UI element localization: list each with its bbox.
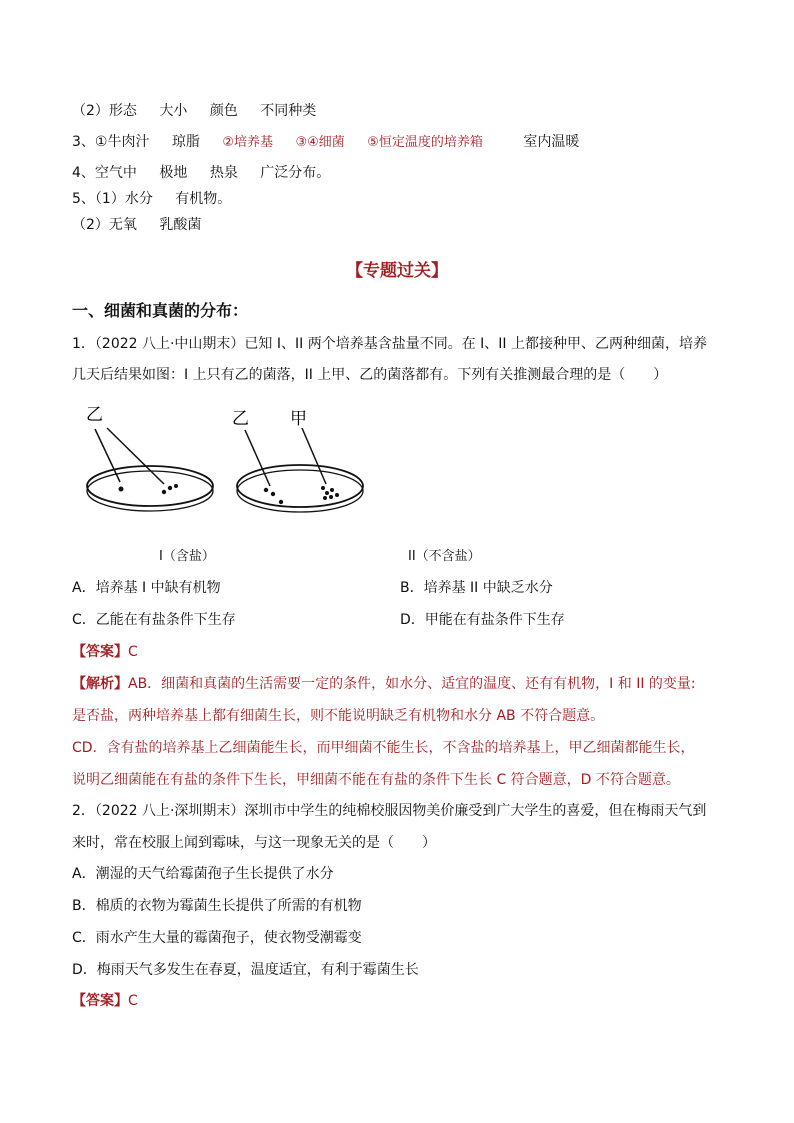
q1-option-d: D．甲能在有盐条件下生存 (400, 612, 565, 628)
q2-option-c: C．雨水产生大量的霉菌孢子，使衣物受潮霉变 (72, 930, 362, 946)
q1-analysis-line3: CD．含有盐的培养基上乙细菌能生长，而甲细菌不能生长，不含盐的培养基上，甲乙细菌都能生长， (72, 740, 695, 756)
q1-analysis-line4: 说明乙细菌能在有盐的条件下生长，甲细菌不能在有盐的条件下生长 C 符合题意，D 不符合题意。 (72, 772, 680, 788)
q1-option-a: A．培养基 I 中缺有机物 (72, 580, 221, 596)
colony-dot (321, 486, 325, 490)
section-title: 【专题过关】 (346, 261, 448, 281)
colony-dot (325, 491, 329, 495)
dish2-label-jia: 甲 (290, 409, 307, 429)
q2-answer: 【答案】C (72, 993, 138, 1009)
dish1-label: 乙 (86, 405, 103, 425)
answer-5-1-line: 5、（1）水分 有机物。 (72, 191, 232, 207)
colony-dot (271, 492, 275, 496)
q1-stem-line1: 1．（2022 八上·中山期末）已知 I、II 两个培养基含盐量不同。在 I、II 上都接种甲、乙两种细菌，培养 (72, 336, 708, 352)
dish2-label-yi: 乙 (232, 409, 249, 429)
colony-dot (330, 488, 334, 492)
q1-analysis-line1: 【解析】AB．细菌和真菌的生活需要一定的条件，如水分、适宜的温度、还有有机物，I 和 II 的变量: (72, 676, 696, 692)
q2-option-d: D．梅雨天气多发生在春夏，温度适宜，有利于霉菌生长 (72, 962, 419, 978)
q2-option-a: A．潮湿的天气给霉菌孢子生长提供了水分 (72, 866, 334, 882)
colony-dot (335, 493, 339, 497)
q2-stem-line1: 2．（2022 八上·深圳期末）深圳市中学生的纯棉校服因物美价廉受到广大学生的喜爱，但在梅雨天气到 (72, 803, 707, 819)
dish-2 (232, 409, 363, 512)
colony-dot (279, 500, 283, 504)
answer-5-2-line: （2）无氧 乳酸菌 (72, 217, 202, 233)
answer-4-line: 4、空气中 极地 热泉 广泛分布。 (72, 165, 331, 181)
answer-2-2-line: （2）形态 大小 颜色 不同种类 (72, 103, 317, 119)
colony-dot (162, 490, 166, 494)
q2-option-b: B．棉质的衣物为霉菌生长提供了所需的有机物 (72, 898, 362, 914)
subsection-heading: 一、细菌和真菌的分布： (72, 301, 249, 320)
colony-dot (174, 484, 178, 488)
caption-dish-2: II（不含盐） (408, 549, 481, 564)
colony-dot (264, 488, 268, 492)
petri-dish-figure (80, 398, 400, 538)
q1-stem-line2: 几天后结果如图：I 上只有乙的菌落，II 上甲、乙的菌落都有。下列有关推测最合理的是（ ） (72, 367, 668, 383)
q1-option-b: B．培养基 II 中缺乏水分 (400, 580, 553, 596)
q1-answer: 【答案】C (72, 644, 138, 660)
answer-3-line: 3、①牛肉汁 琼脂 ②培养基 ③④细菌 ⑤恒定温度的培养箱 室内温暖 (72, 134, 580, 150)
colony-dot (119, 487, 124, 492)
dish-1 (86, 405, 213, 511)
caption-dish-1: I（含盐） (159, 549, 215, 564)
colony-dot (168, 486, 172, 490)
q1-option-c: C．乙能在有盐条件下生存 (72, 612, 236, 628)
colony-dot (323, 496, 327, 500)
q1-analysis-line2: 是否盐，两种培养基上都有细菌生长，则不能说明缺乏有机物和水分 AB 不符合题意。 (72, 708, 605, 724)
q2-stem-line2: 来时，常在校服上闻到霉味，与这一现象无关的是（ ） (72, 835, 436, 851)
colony-dot (329, 495, 333, 499)
